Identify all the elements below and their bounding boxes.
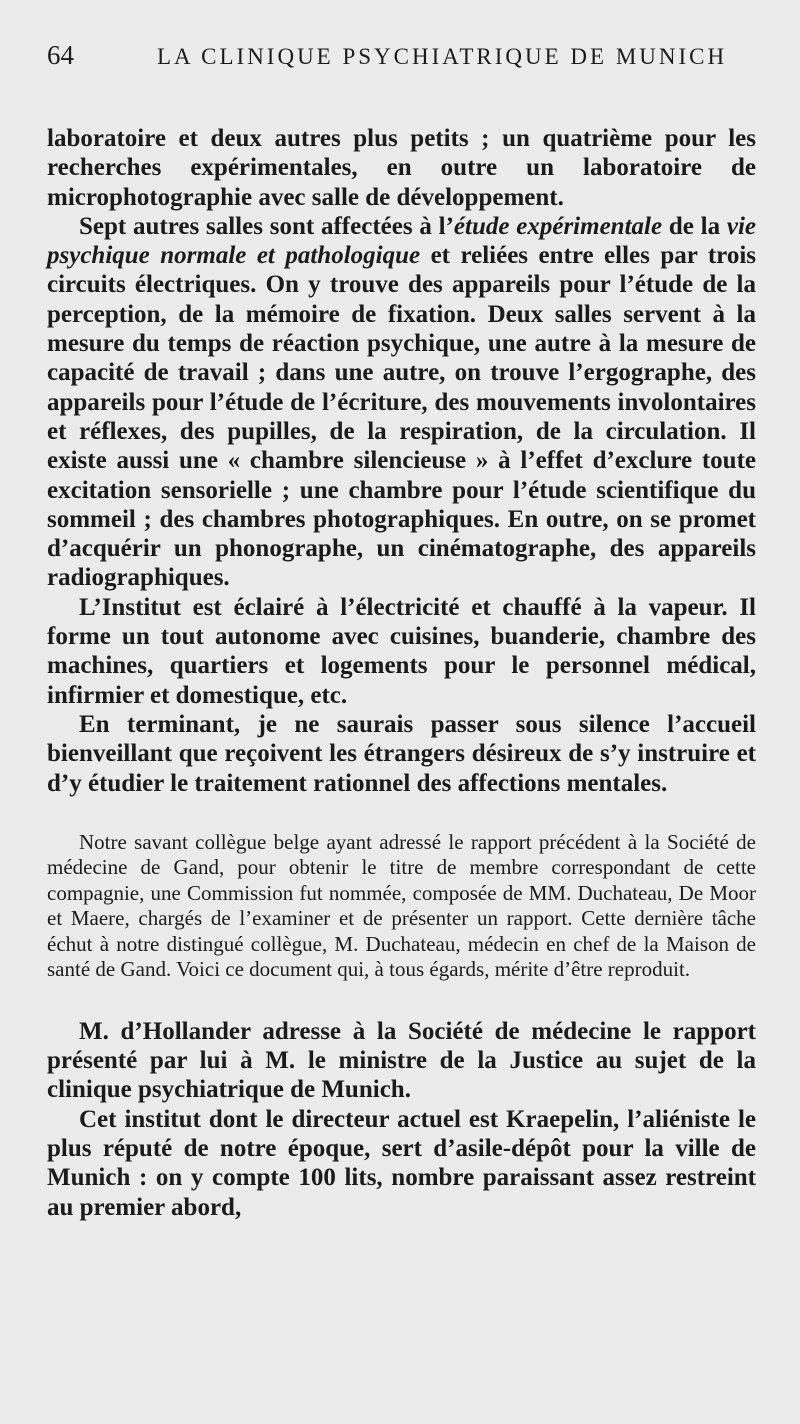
paragraph-institute: L’Institut est éclairé à l’électricité et chauffé à la vapeur. Il forme un tout autonome avec cuisines, buanderie, chambre des machines, quartiers et logements pour le personnel médical, infirmier et domestique, etc. bbox=[47, 593, 756, 709]
note-paragraph: Notre savant collègue belge ayant adressé le rapport précédent à la Société de médecine de Gand, pour obtenir le titre de membre correspondant de cette compagnie, une Commission fut nommée, composée de MM. Duchateau, De Moor et Maere, chargés de l’examiner et de présenter un rapport. Cette dernière tâche échut à notre distingué collègue, M. Duchateau, médecin en chef de la Maison de santé de Gand. Voici ce document qui, à tous égards, mérite d’être reproduit. bbox=[47, 829, 756, 982]
running-head bbox=[47, 40, 756, 80]
text-segment: et reliées entre elles par trois circuits électriques. On y trouve des appareils pour l’étude de la perception, de la mémoire de fixation. Deux salles servent à la mesure du temps de réaction psychique, une autre à la mesure de capacité de travail ; dans une autre, on trouve l’ergographe, des appareils pour l’étude de l’écriture, des mouvements involontaires et réflexes, des pupilles, de la respiration, de la circulation. Il existe aussi une « chambre silencieuse » à l’effet d’exclure toute excitation sensorielle ; une chambre pour l’étude scientifique du sommeil ; des chambres photographiques. En outre, on se promet d’acquérir un phonographe, un cinématographe, des appareils radiographiques. bbox=[47, 242, 756, 592]
editorial-note bbox=[47, 830, 756, 983]
paragraph-experimental-rooms bbox=[47, 212, 756, 593]
emphasis-psychic-life: vie psychique normale et pathologique bbox=[47, 212, 757, 270]
paragraph-kraepelin: Cet institut dont le directeur actuel est Kraepelin, l’aliéniste le plus réputé de notre époque, sert d’asile-dépôt pour la ville de Munich : on y compte 100 lits, nombre paraissant assez restreint au premier abord, bbox=[47, 1105, 756, 1221]
text-segment: de la bbox=[662, 212, 727, 240]
paragraph-closing: En terminant, je ne saurais passer sous silence l’accueil bienveillant que reçoivent les étrangers désireux de s’y instruire et d’y étudier le traitement rationnel des affections mentales. bbox=[47, 710, 756, 797]
emphasis-experimental-study: étude expérimentale bbox=[453, 212, 663, 240]
paragraph-laboratories: laboratoire et deux autres plus petits ; un quatrième pour les recherches expérimentales, en outre un laboratoire de microphotographie avec salle de développement. bbox=[47, 125, 756, 211]
page-number: 64 bbox=[47, 40, 74, 70]
text-segment: Sept autres salles sont affectées à l’ bbox=[79, 212, 454, 240]
paragraph-report-intro: M. d’Hollander adresse à la Société de médecine le rapport présenté par lui à M. le ministre de la Justice au sujet de la clinique psychiatrique de Munich. bbox=[47, 1017, 756, 1104]
report-section bbox=[47, 1017, 756, 1222]
running-title: LA CLINIQUE PSYCHIATRIQUE DE MUNICH bbox=[157, 44, 728, 69]
main-text bbox=[47, 124, 756, 798]
